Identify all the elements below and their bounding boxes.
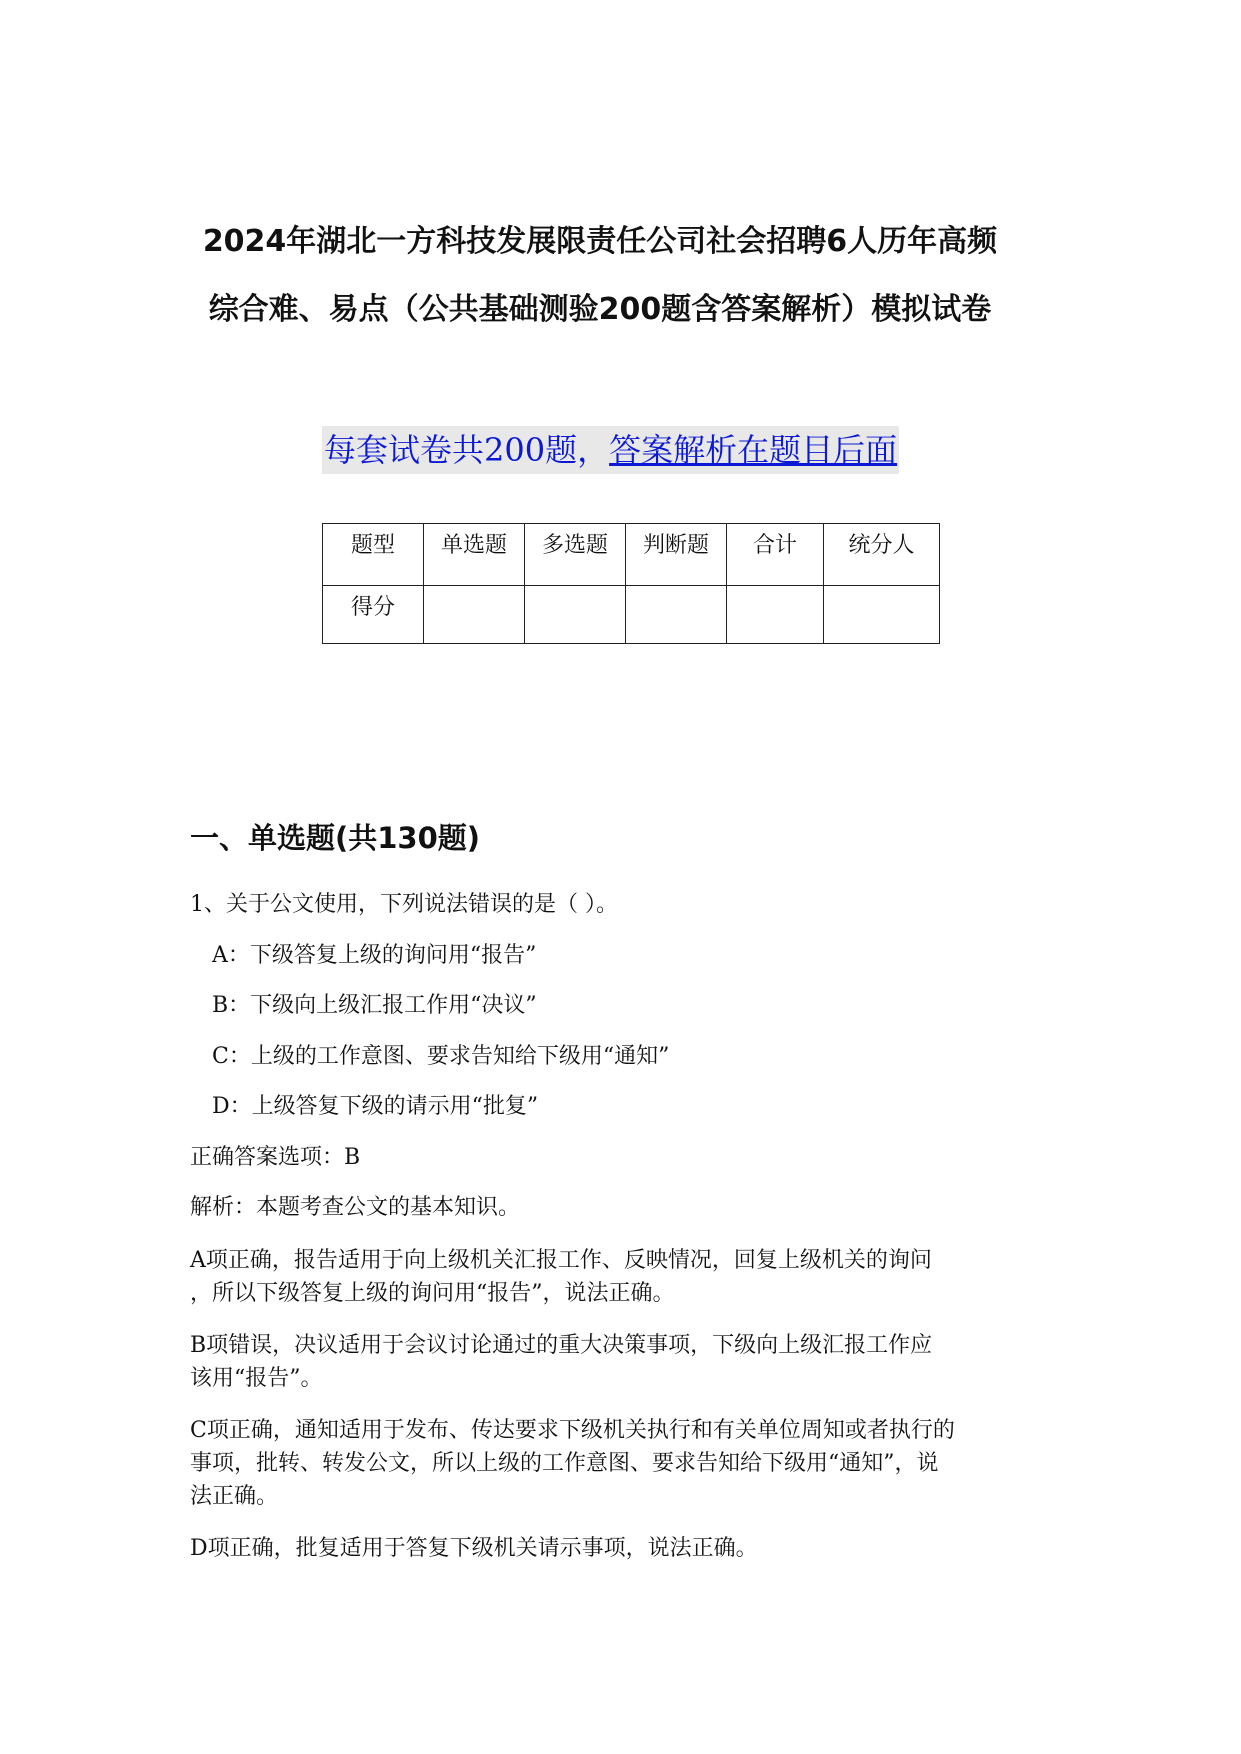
analysis-a-line-1: A项正确，报告适用于向上级机关汇报工作、反映情况，回复上级机关的询问 <box>190 1248 932 1273</box>
answer-analysis-link[interactable]: 答案解析在题目后面 <box>609 431 898 469</box>
section-heading: 一、单选题(共130题) <box>190 821 481 855</box>
header-total: 合计 <box>727 524 824 586</box>
analysis-a-line-2: ，所以下级答复上级的询问用“报告”，说法正确。 <box>190 1281 675 1306</box>
option-c: C：上级的工作意图、要求告知给下级用“通知” <box>212 1044 670 1069</box>
header-multiple-choice: 多选题 <box>525 524 626 586</box>
header-type: 题型 <box>323 524 424 586</box>
analysis-b-line-2: 该用“报告”。 <box>190 1366 323 1391</box>
correct-answer: 正确答案选项：B <box>190 1145 361 1170</box>
title-line-2: 综合难、易点（公共基础测验200题含答案解析）模拟试卷 <box>208 292 992 327</box>
subtitle-text: 每套试卷共200题， <box>324 431 610 469</box>
analysis-intro: 解析：本题考查公文的基本知识。 <box>190 1195 521 1220</box>
score-cell-total[interactable] <box>727 586 824 644</box>
header-scorer: 统分人 <box>824 524 940 586</box>
score-row-label: 得分 <box>323 586 424 644</box>
question-stem: 1、关于公文使用，下列说法错误的是（ ）。 <box>190 892 618 917</box>
option-a: A：下级答复上级的询问用“报告” <box>212 943 537 968</box>
analysis-d: D项正确，批复适用于答复下级机关请示事项，说法正确。 <box>190 1536 758 1561</box>
analysis-c-line-3: 法正确。 <box>190 1484 279 1509</box>
analysis-b-line-1: B项错误，决议适用于会议讨论通过的重大决策事项，下级向上级汇报工作应 <box>190 1333 933 1358</box>
score-cell-multiple-choice[interactable] <box>525 586 626 644</box>
score-cell-true-false[interactable] <box>626 586 727 644</box>
analysis-c-line-2: 事项，批转、转发公文，所以上级的工作意图、要求告知给下级用“通知”，说 <box>190 1451 939 1476</box>
option-b: B：下级向上级汇报工作用“决议” <box>212 993 537 1018</box>
score-table <box>322 523 940 644</box>
document-title <box>150 208 1050 344</box>
header-single-choice: 单选题 <box>424 524 525 586</box>
score-table-score-row <box>323 586 940 644</box>
title-line-1: 2024年湖北一方科技发展限责任公司社会招聘6人历年高频 <box>202 224 998 259</box>
score-cell-scorer[interactable] <box>824 586 940 644</box>
analysis-c-line-1: C项正确，通知适用于发布、传达要求下级机关执行和有关单位周知或者执行的 <box>190 1418 955 1443</box>
score-cell-single-choice[interactable] <box>424 586 525 644</box>
header-true-false: 判断题 <box>626 524 727 586</box>
score-table-header-row <box>323 524 940 586</box>
option-d: D：上级答复下级的请示用“批复” <box>212 1094 539 1119</box>
subtitle-banner <box>322 426 899 474</box>
